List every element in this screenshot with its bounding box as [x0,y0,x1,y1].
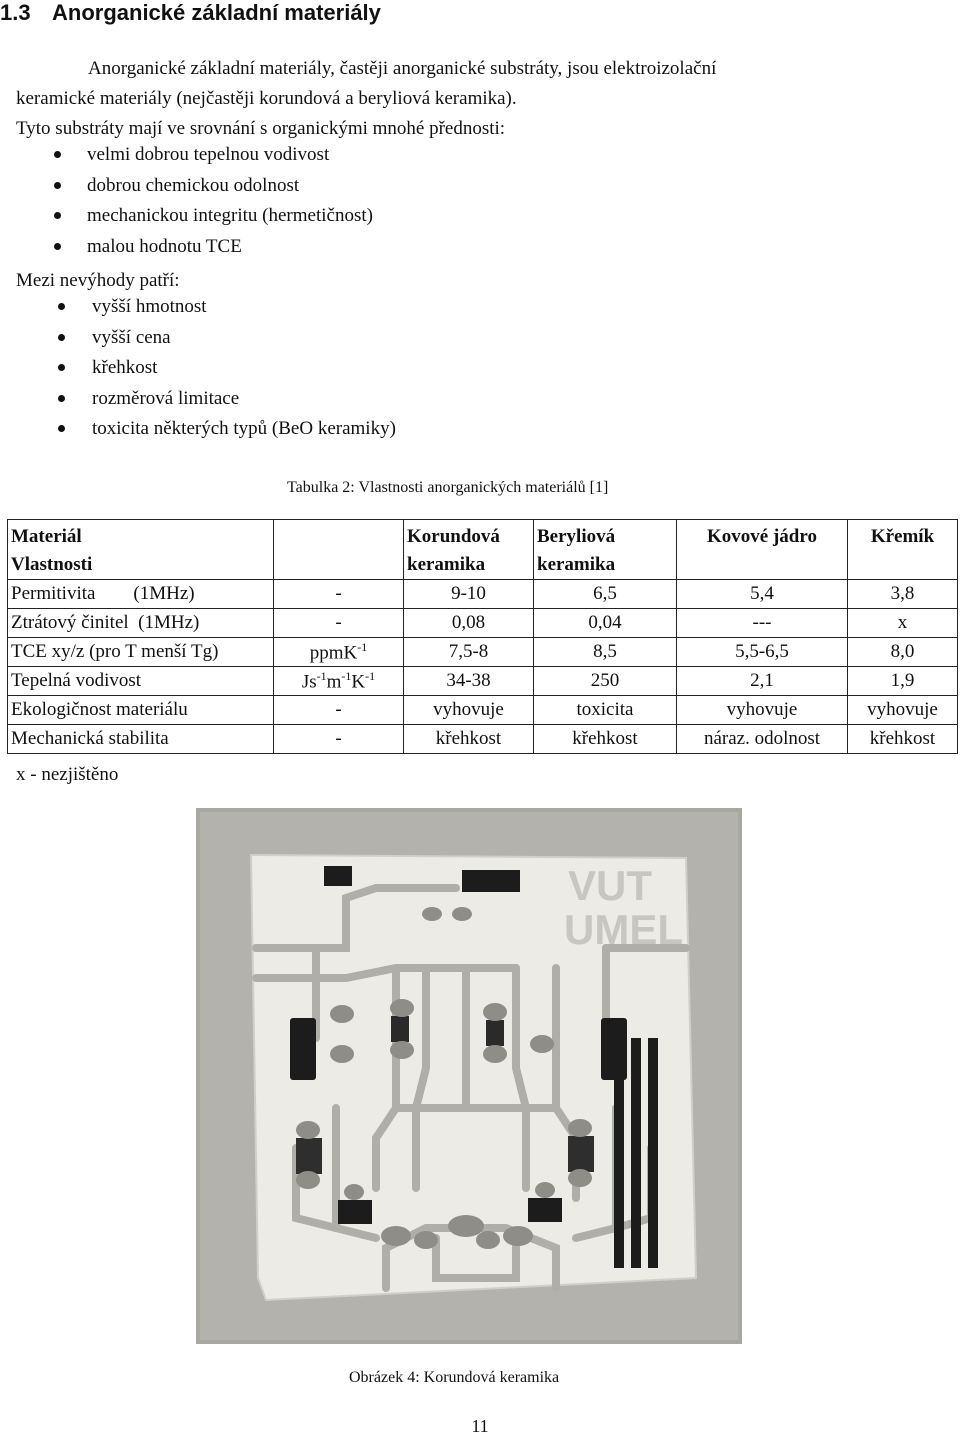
cell-metal-core: 2,1 [677,667,848,696]
table-header-row [8,520,958,580]
cell-property: Permitivita (1MHz) [8,580,274,609]
cell-property: TCE xy/z (pro T menší Tg) [8,638,274,667]
header-metal-core: Kovové jádro [677,520,848,580]
cell-corundum: 0,08 [404,609,534,638]
substrate-marking-umel: UMEL [564,906,683,953]
substrate-marking-vut: VUT [568,862,652,909]
list-item: mechanickou integritu (hermetičnost) [87,204,373,235]
page-number: 11 [471,1416,489,1436]
led-chip [568,1136,594,1172]
cell-corundum: křehkost [404,725,534,754]
section-number: 1.3 [0,0,31,25]
connector-strip [631,1038,641,1268]
connector-strip [614,1038,624,1268]
cell-property: Mechanická stabilita [8,725,274,754]
cell-unit: - [274,696,404,725]
cell-corundum: 34-38 [404,667,534,696]
list-item: dobrou chemickou odolnost [87,174,373,205]
cell-corundum: 7,5-8 [404,638,534,667]
cell-property: Tepelná vodivost [8,667,274,696]
cell-property: Ekologičnost materiálu [8,696,274,725]
advantages-list [87,143,373,265]
table-footnote: x - nezjištěno [16,764,119,785]
cell-unit: ppmK$^{-1}$ [274,638,404,667]
table-row [8,609,958,638]
list-item: vyšší cena [92,326,396,357]
connector-strip [648,1038,658,1268]
figure-caption: Obrázek 4: Korundová keramika [349,1369,560,1386]
cell-beryllia: 8,5 [534,638,677,667]
cell-metal-core: vyhovuje [677,696,848,725]
cell-silicon: vyhovuje [848,696,958,725]
capacitor-chip [486,1020,504,1046]
resistor-chip [290,1018,316,1080]
led-chip [296,1138,322,1174]
table-row [8,580,958,609]
properties-table [7,519,958,754]
transistor-chip [528,1198,562,1222]
substrate-photo-svg [196,808,742,1344]
cell-beryllia: křehkost [534,725,677,754]
cell-corundum: 9-10 [404,580,534,609]
cell-corundum: vyhovuje [404,696,534,725]
header-material-properties: Materiál Vlastnosti [8,520,274,580]
intro-line-2: keramické materiály (nejčastěji korundová a beryliová keramika). [16,88,517,109]
header-corundum: Korundová keramika [404,520,534,580]
resistor-chip [462,870,520,892]
table-row [8,667,958,696]
list-item: křehkost [92,356,396,387]
cell-silicon: křehkost [848,725,958,754]
table-row [8,696,958,725]
cell-metal-core: --- [677,609,848,638]
cell-unit: - [274,609,404,638]
cell-beryllia: 6,5 [534,580,677,609]
list-item: vyšší hmotnost [92,295,396,326]
intro-line-1: Anorganické základní materiály, častěji anorganické substráty, jsou elektroizolační [88,58,717,79]
corundum-substrate-photo [196,808,742,1344]
cell-silicon: x [848,609,958,638]
cell-metal-core: 5,5-6,5 [677,638,848,667]
cell-beryllia: 0,04 [534,609,677,638]
capacitor-chip [391,1016,409,1042]
table-caption: Tabulka 2: Vlastnosti anorganických materiálů [1] [287,479,609,496]
cell-property: Ztrátový činitel (1MHz) [8,609,274,638]
list-item: malou hodnotu TCE [87,235,373,266]
section-title: Anorganické základní materiály [52,0,381,25]
cell-silicon: 3,8 [848,580,958,609]
table-row [8,638,958,667]
resistor-chip [324,866,352,886]
cell-unit: - [274,580,404,609]
list-item: toxicita některých typů (BeO keramiky) [92,417,396,448]
intro-line-3: Tyto substráty mají ve srovnání s organickými mnohé přednosti: [16,118,506,139]
transistor-chip [338,1200,372,1224]
cell-metal-core: 5,4 [677,580,848,609]
disadvantages-list [92,295,396,448]
cell-silicon: 1,9 [848,667,958,696]
header-beryllia: Beryliová keramika [534,520,677,580]
cell-unit: - [274,725,404,754]
cell-beryllia: 250 [534,667,677,696]
table-row [8,725,958,754]
cell-metal-core: náraz. odolnost [677,725,848,754]
header-silicon: Křemík [848,520,958,580]
list-item: rozměrová limitace [92,387,396,418]
list-item: velmi dobrou tepelnou vodivost [87,143,373,174]
cell-beryllia: toxicita [534,696,677,725]
header-unit [274,520,404,580]
disadvantages-intro: Mezi nevýhody patří: [16,270,180,291]
section-heading [0,0,381,26]
cell-silicon: 8,0 [848,638,958,667]
cell-unit: $Js^{-1}m^{-1}K^{-1}$ [274,667,404,696]
